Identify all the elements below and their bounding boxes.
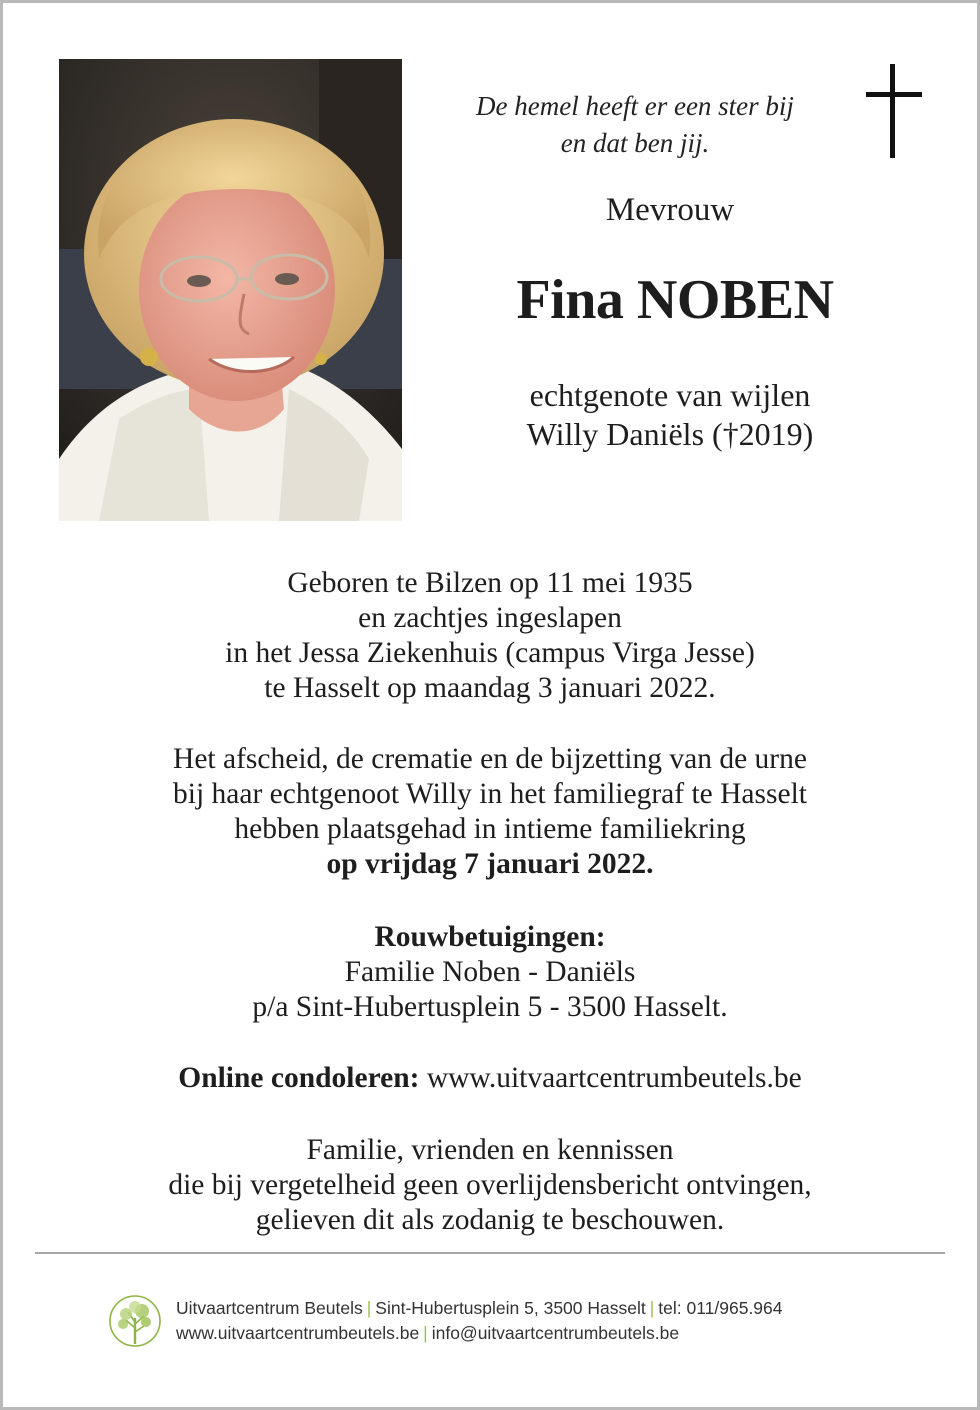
footer-line-2 [176, 1323, 679, 1344]
notice-block [40, 1133, 940, 1238]
detail-line: in het Jessa Ziekenhuis (campus Virga Jesse) [225, 637, 755, 669]
tree-logo-icon [108, 1294, 162, 1348]
cross-icon [866, 64, 922, 160]
online-label: Online condoleren: [178, 1062, 420, 1094]
footer-separator: | [649, 1298, 655, 1318]
online-url-link[interactable]: www.uitvaartcentrumbeutels.be [426, 1062, 802, 1094]
verse-line-1: De hemel heeft er een ster bij [476, 91, 794, 121]
spouse-info [440, 376, 900, 454]
detail-line: Het afscheid, de crematie en de bijzetting van de urne [173, 743, 807, 775]
memorial-verse [430, 88, 840, 162]
footer-email-link[interactable]: info@uitvaartcentrumbeutels.be [431, 1323, 680, 1343]
condolences-heading: Rouwbetuigingen: [374, 921, 606, 953]
footer-phone[interactable]: tel: 011/965.964 [658, 1298, 783, 1318]
notice-line: Familie, vrienden en kennissen [306, 1134, 674, 1166]
farewell-details [40, 742, 940, 882]
online-condolences [40, 1061, 940, 1096]
footer-address: Sint-Hubertusplein 5, 3500 Hasselt [375, 1298, 646, 1318]
spouse-line-2: Willy Daniëls (†2019) [526, 416, 814, 452]
footer-divider [35, 1252, 945, 1254]
footer-website-link[interactable]: www.uitvaartcentrumbeutels.be [176, 1323, 420, 1343]
portrait-illustration [59, 59, 402, 521]
footer-separator: | [423, 1323, 428, 1343]
deceased-name: Fina NOBEN [516, 269, 834, 331]
footer-company: Uitvaartcentrum Beutels [176, 1298, 363, 1318]
birth-death-details [40, 566, 940, 706]
footer [108, 1294, 908, 1354]
detail-line: te Hasselt op maandag 3 januari 2022. [264, 672, 716, 704]
portrait-photo [59, 59, 402, 521]
condolences-family: Familie Noben - Daniëls [344, 956, 636, 988]
notice-line: die bij vergetelheid geen overlijdensbericht ontvingen, [168, 1169, 812, 1201]
footer-separator: | [366, 1298, 372, 1318]
spouse-line-1: echtgenote van wijlen [529, 377, 811, 413]
footer-line-1 [176, 1298, 783, 1319]
notice-line: gelieven dit als zodanig te beschouwen. [255, 1204, 725, 1236]
detail-line: en zachtjes ingeslapen [358, 602, 622, 634]
condolences-block [40, 920, 940, 1025]
detail-line: Geboren te Bilzen op 11 mei 1935 [287, 567, 693, 599]
honorific-title: Mevrouw [605, 192, 735, 228]
detail-line: hebben plaatsgehad in intieme familiekring [234, 813, 746, 845]
farewell-date: op vrijdag 7 januari 2022. [326, 848, 654, 880]
condolences-address: p/a Sint-Hubertusplein 5 - 3500 Hasselt. [252, 991, 728, 1023]
detail-line: bij haar echtgenoot Willy in het familiegraf te Hasselt [173, 778, 807, 810]
verse-line-2: en dat ben jij. [560, 128, 710, 158]
